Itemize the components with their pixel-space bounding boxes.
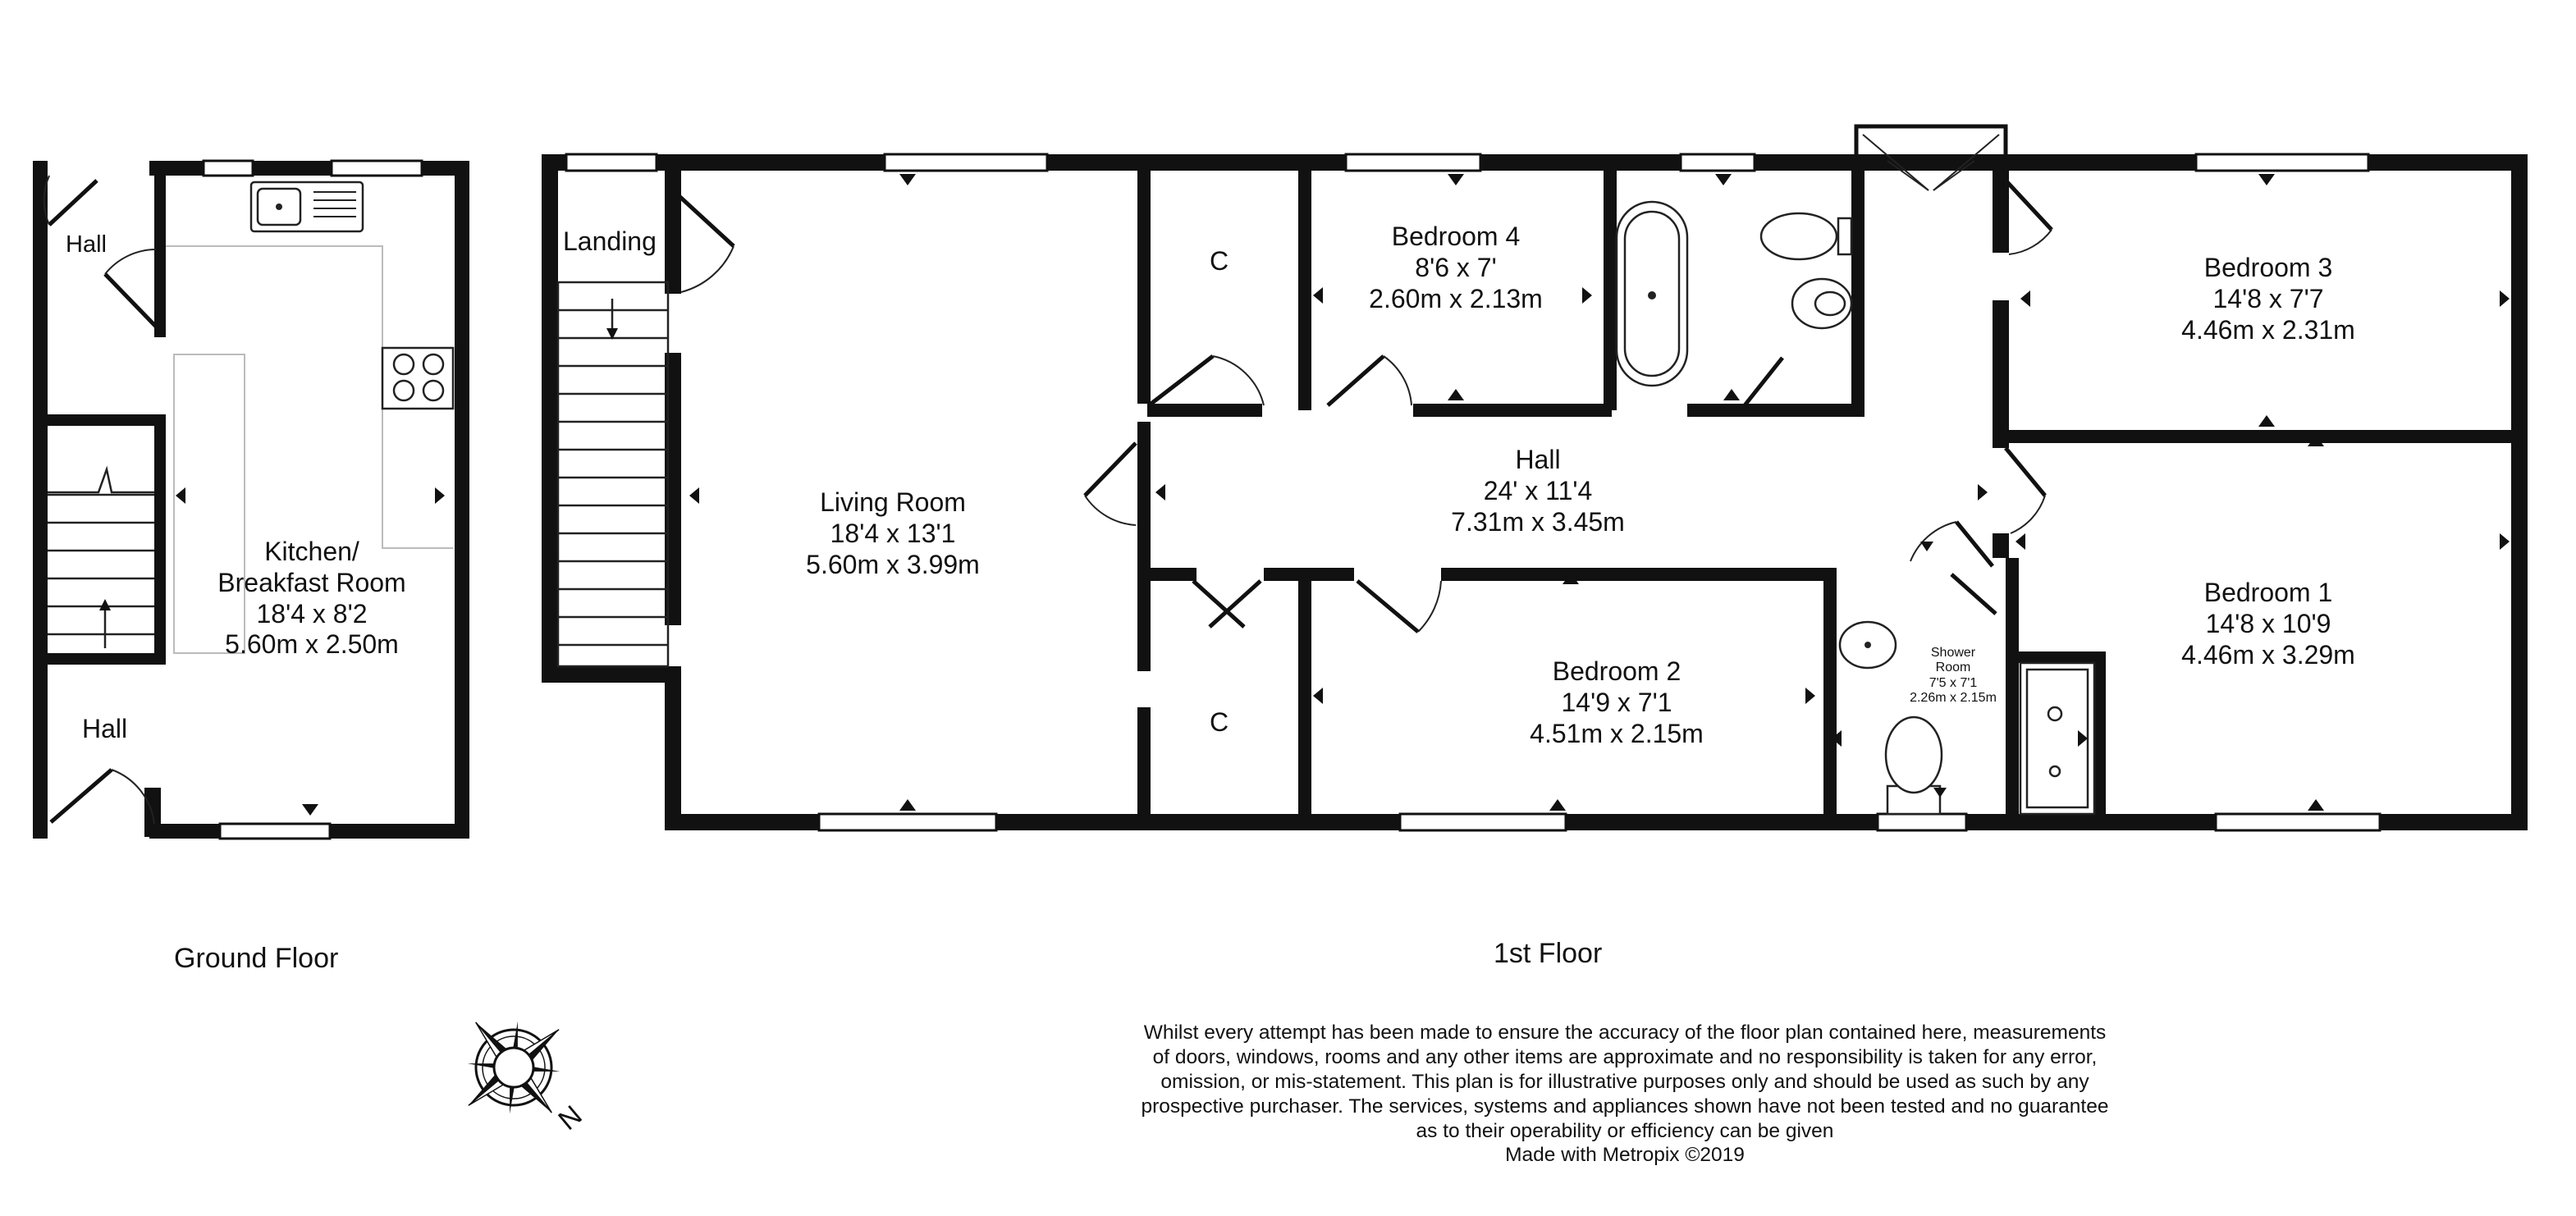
room-imperial-size: 14'8 x 10'9 [2205,608,2331,638]
room-name: C [1210,246,1229,276]
room-imperial-size: 18'4 x 8'2 [256,598,368,629]
room-label-bedroom-2 [1494,656,1740,749]
room-imperial-size: 14'9 x 7'1 [1561,687,1672,717]
bathroom-fixtures [1617,202,1851,386]
room-metric-size: 7.31m x 3.45m [1451,506,1625,537]
disclaimer-line: Whilst every attempt has been made to ensure the accuracy of the floor plan contained here, measurements [1143,1022,2107,1044]
disclaimer-line: omission, or mis-statement. This plan is for illustrative purposes only and should be used as such by any [1160,1070,2089,1093]
room-name: Hall [1515,445,1561,474]
room-name: Bedroom 3 [2203,253,2333,282]
room-label-bedroom-4 [1333,222,1579,314]
ground-floor-stairs [48,469,154,648]
disclaimer-line: prospective purchaser. The services, systems and appliances shown have not been tested and no guarantee [1141,1095,2109,1118]
room-metric-size: 4.46m x 3.29m [2181,639,2355,670]
room-metric-size: 2.26m x 2.15m [1910,691,1997,706]
compass-rose-icon [451,1005,607,1153]
disclaimer-line: as to their operability or efficiency can be given [1416,1119,1834,1142]
room-metric-size: 5.60m x 2.50m [225,629,399,660]
disclaimer-line: of doors, windows, rooms and any other items are approximate and no responsibility is taken for any error, [1152,1045,2098,1068]
room-label-bedroom-3 [2145,253,2391,345]
kitchen-sink [251,182,363,231]
room-label-hall-upper [66,231,107,258]
room-name: Bedroom 4 [1391,222,1521,251]
room-label-cupboard-upper [1210,246,1229,277]
room-metric-size: 5.60m x 3.99m [806,549,980,579]
compass-north-label: N [552,1099,588,1137]
ground-floor-windows [204,161,422,839]
floor-label-ground: Ground Floor [174,943,339,974]
room-name: Hall [82,714,128,743]
room-label-shower-room [1887,646,2019,706]
room-metric-size: 2.60m x 2.13m [1369,283,1543,313]
first-floor-stairs [558,282,668,666]
room-label-living-room [770,487,1016,580]
room-label-kitchen [189,537,435,661]
kitchen-hob [382,348,453,409]
room-metric-size: 4.51m x 2.15m [1530,718,1704,748]
room-label-bedroom-1 [2145,578,2391,670]
room-name-line1: Kitchen/ [264,537,359,566]
disclaimer-credit: Made with Metropix ©2019 [1505,1144,1745,1167]
room-imperial-size: 18'4 x 13'1 [830,518,956,548]
room-name-line2: Room [1935,661,1971,675]
room-name: Bedroom 1 [2203,578,2333,607]
room-name-line2: Breakfast Room [217,567,406,597]
room-imperial-size: 24' x 11'4 [1483,475,1593,505]
room-label-hall [1415,445,1661,537]
room-name: Bedroom 2 [1552,656,1681,686]
room-imperial-size: 7'5 x 7'1 [1929,675,1978,690]
room-name: Landing [563,226,657,256]
room-imperial-size: 8'6 x 7' [1415,252,1497,282]
floor-label-first: 1st Floor [1494,938,1603,969]
disclaimer-text [1034,1021,2216,1168]
room-name-line1: Shower [1930,646,1976,660]
room-imperial-size: 14'8 x 7'7 [2212,283,2324,313]
room-name: Living Room [820,487,966,517]
room-label-cupboard-lower [1210,707,1229,738]
room-name: C [1210,707,1229,737]
room-name: Hall [66,231,107,258]
room-metric-size: 4.46m x 2.31m [2181,314,2355,345]
room-label-hall-lower [82,714,127,745]
room-label-landing [563,226,657,258]
